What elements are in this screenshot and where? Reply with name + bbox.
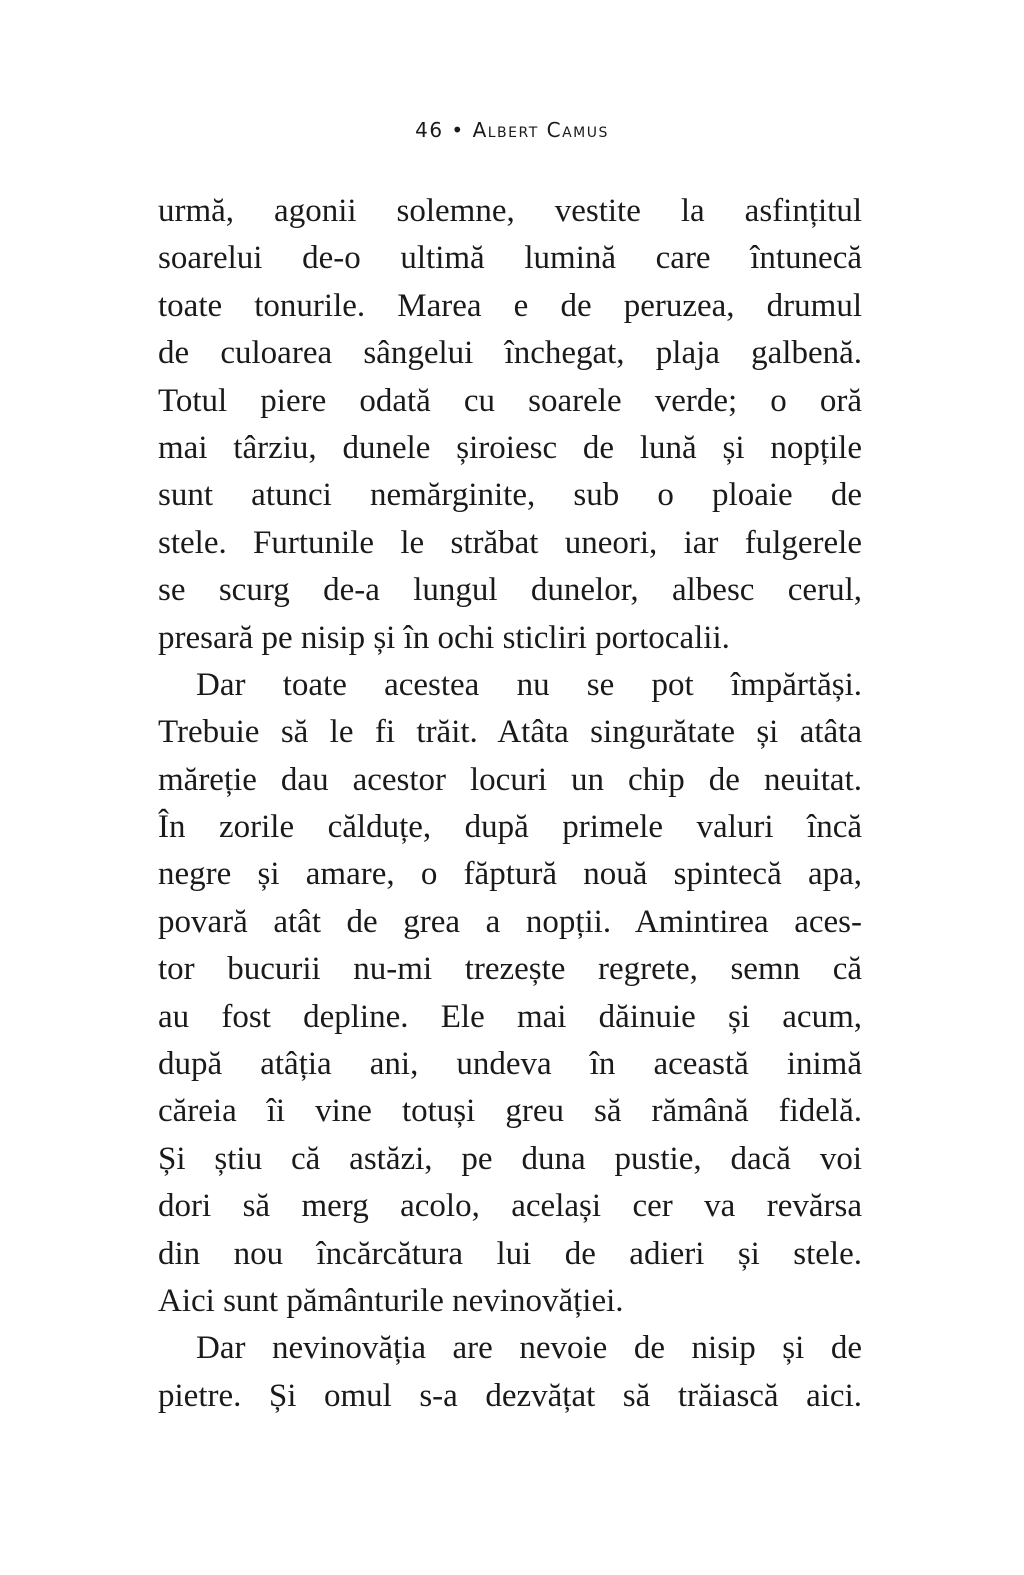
text-line: urmă, agonii solemne, vestite la asfințitul — [158, 193, 862, 229]
text-line: se scurg de-a lungul dunelor, albesc cerul, — [158, 572, 862, 609]
text-line: de culoarea sângelui închegat, plaja galbenă. — [158, 335, 862, 372]
text-line: Totul piere odată cu soarele verde; o oră — [158, 382, 862, 419]
text-line: căreia îi vine totuși greu să rămână fidelă. — [158, 1093, 862, 1130]
text-line: Trebuie să le fi trăit. Atâta singurătate și atâta — [158, 714, 862, 751]
author-name: Albert Camus — [472, 118, 609, 142]
text-line: sunt atunci nemărginite, sub o ploaie de — [158, 477, 862, 514]
text-line: povară atât de grea a nopții. Amintirea aces- — [158, 903, 862, 940]
text-line: Dar toate acestea nu se pot împărtăși. — [196, 666, 862, 703]
text-line: măreție dau acestor locuri un chip de neuitat. — [158, 761, 862, 798]
text-line: mai târziu, dunele șiroiesc de lună și nopțile — [158, 429, 862, 466]
text-line: Și știu că astăzi, pe duna pustie, dacă voi — [158, 1140, 862, 1177]
text-line: soarelui de-o ultimă lumină care întunecă — [158, 240, 862, 277]
text-line: dori să merg acolo, același cer va revărsa — [158, 1188, 862, 1225]
text-line: tor bucurii nu-mi trezește regrete, semn că — [158, 951, 862, 988]
text-line: au fost depline. Ele mai dăinuie și acum, — [158, 998, 862, 1035]
text-line: din nou încărcătura lui de adieri și stele. — [158, 1235, 862, 1272]
page-body — [158, 188, 862, 1420]
text-line: stele. Furtunile le străbat uneori, iar fulgerele — [158, 524, 862, 561]
text-line: Aici sunt pământurile nevinovăției. — [158, 1282, 624, 1319]
header-separator: • — [451, 118, 465, 142]
text-line: după atâția ani, undeva în această inimă — [158, 1046, 862, 1083]
paragraph — [158, 1325, 862, 1420]
paragraph — [158, 188, 862, 662]
paragraph — [158, 662, 862, 1325]
text-line: presară pe nisip și în ochi sticliri portocalii. — [158, 619, 730, 656]
text-line: toate tonurile. Marea e de peruzea, drumul — [158, 287, 862, 324]
running-header — [0, 118, 1024, 142]
page-number: 46 — [415, 118, 444, 142]
text-line: Dar nevinovăția are nevoie de nisip și de — [196, 1330, 862, 1367]
text-line: pietre. Și omul s-a dezvățat să trăiască aici. — [158, 1377, 862, 1414]
text-line: negre și amare, o făptură nouă spintecă apa, — [158, 856, 862, 893]
text-line: În zorile călduțe, după primele valuri încă — [158, 809, 862, 846]
